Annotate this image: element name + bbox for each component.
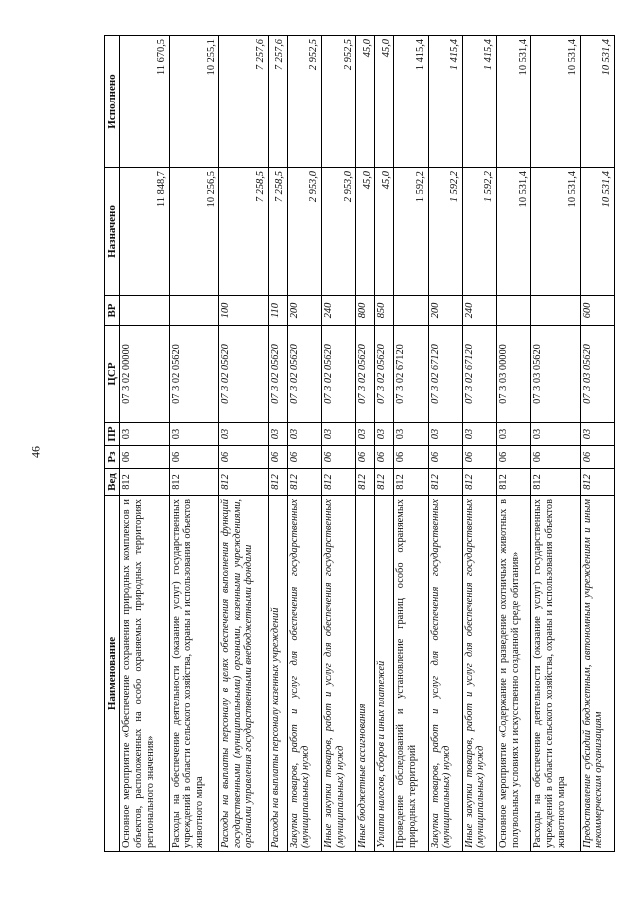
cell-executed: 2 952,5: [321, 36, 355, 168]
cell-csr: 07 3 03 05620: [580, 326, 614, 423]
cell-pr: 03: [497, 423, 531, 446]
cell-pr: 03: [219, 423, 268, 446]
cell-rz: 06: [287, 446, 321, 469]
cell-name: Расходы на выплаты персоналу в целях обеспечения выполнения функций государственными (муниципальными) органами, казенными учреждениями, органами управления государственными внебюджетными фондами: [219, 496, 268, 852]
cell-pr: 03: [356, 423, 375, 446]
cell-rz: 06: [169, 446, 218, 469]
cell-ved: 812: [462, 469, 496, 496]
cell-executed: 45,0: [375, 36, 394, 168]
table-row: [287, 36, 321, 852]
cell-pr: 03: [394, 423, 428, 446]
cell-pr: 03: [287, 423, 321, 446]
cell-pr: 03: [462, 423, 496, 446]
table-row: [375, 36, 394, 852]
cell-assigned: 2 953,0: [321, 168, 355, 296]
cell-assigned: 10 531,4: [497, 168, 531, 296]
cell-csr: 07 3 02 05620: [268, 326, 287, 423]
cell-csr: 07 3 02 67120: [428, 326, 462, 423]
page-number: 46: [28, 446, 43, 458]
table-row: [497, 36, 531, 852]
cell-vr: [120, 296, 169, 326]
table-row: [268, 36, 287, 852]
cell-rz: 06: [462, 446, 496, 469]
header-vr: ВР: [105, 296, 120, 326]
cell-vr: [169, 296, 218, 326]
cell-rz: 06: [321, 446, 355, 469]
cell-pr: 03: [268, 423, 287, 446]
cell-pr: 03: [580, 423, 614, 446]
header-ved: Вед: [105, 469, 120, 496]
cell-vr: 200: [428, 296, 462, 326]
cell-ved: 812: [268, 469, 287, 496]
cell-vr: 200: [287, 296, 321, 326]
cell-rz: 06: [428, 446, 462, 469]
cell-vr: 600: [580, 296, 614, 326]
cell-name: Проведение обследований и установление границ особо охраняемых природных территорий: [394, 496, 428, 852]
cell-name: Основное мероприятие «Содержание и разведение охотничьих животных в полувольных условиях и искусственно созданной среде обитания»: [497, 496, 531, 852]
header-csr: ЦСР: [105, 326, 120, 423]
cell-csr: 07 3 02 05620: [321, 326, 355, 423]
cell-pr: 03: [375, 423, 394, 446]
header-pr: ПР: [105, 423, 120, 446]
cell-assigned: 1 592,2: [394, 168, 428, 296]
cell-pr: 03: [321, 423, 355, 446]
header-executed: Исполнено: [105, 36, 120, 168]
cell-executed: 10 255,1: [169, 36, 218, 168]
cell-rz: 06: [394, 446, 428, 469]
cell-pr: 03: [169, 423, 218, 446]
header-rz: Рз: [105, 446, 120, 469]
cell-executed: 10 531,4: [580, 36, 614, 168]
rotated-page-content: [104, 36, 615, 852]
table-row: [120, 36, 169, 852]
cell-name: Уплата налогов, сборов и иных платежей: [375, 496, 394, 852]
cell-name: Расходы на обеспечение деятельности (оказание услуг) государственных учреждений в области сельского хозяйства, охраны и использования объектов животного мира: [169, 496, 218, 852]
cell-executed: 1 415,4: [428, 36, 462, 168]
cell-executed: 10 531,4: [531, 36, 580, 168]
cell-csr: 07 3 03 00000: [497, 326, 531, 423]
cell-vr: 100: [219, 296, 268, 326]
cell-rz: 06: [531, 446, 580, 469]
table-row: [580, 36, 614, 852]
cell-executed: 2 952,5: [287, 36, 321, 168]
cell-rz: 06: [120, 446, 169, 469]
table-header-row: [105, 36, 120, 852]
cell-executed: 1 415,4: [462, 36, 496, 168]
cell-vr: 800: [356, 296, 375, 326]
cell-csr: 07 3 02 67120: [462, 326, 496, 423]
cell-rz: 06: [356, 446, 375, 469]
cell-assigned: 2 953,0: [287, 168, 321, 296]
cell-vr: 850: [375, 296, 394, 326]
cell-ved: 812: [375, 469, 394, 496]
cell-csr: 07 3 02 05620: [356, 326, 375, 423]
table-row: [394, 36, 428, 852]
cell-vr: [531, 296, 580, 326]
cell-vr: 240: [321, 296, 355, 326]
cell-vr: 110: [268, 296, 287, 326]
table-row: [169, 36, 218, 852]
cell-executed: 45,0: [356, 36, 375, 168]
header-name: Наименование: [105, 496, 120, 852]
table-row: [531, 36, 580, 852]
cell-rz: 06: [375, 446, 394, 469]
cell-assigned: 1 592,2: [462, 168, 496, 296]
cell-name: Закупка товаров, работ и услуг для обеспечения государственных (муниципальных) нужд: [287, 496, 321, 852]
cell-executed: 11 670,5: [120, 36, 169, 168]
cell-rz: 06: [219, 446, 268, 469]
header-assigned: Назначено: [105, 168, 120, 296]
table-body: [120, 36, 615, 852]
cell-csr: 07 3 03 05620: [531, 326, 580, 423]
cell-ved: 812: [287, 469, 321, 496]
cell-assigned: 10 531,4: [580, 168, 614, 296]
cell-rz: 06: [268, 446, 287, 469]
cell-vr: [394, 296, 428, 326]
cell-csr: 07 3 02 05620: [219, 326, 268, 423]
cell-ved: 812: [497, 469, 531, 496]
cell-assigned: 10 256,5: [169, 168, 218, 296]
cell-rz: 06: [580, 446, 614, 469]
cell-name: Закупка товаров, работ и услуг для обеспечения государственных (муниципальных) нужд: [428, 496, 462, 852]
table-row: [219, 36, 268, 852]
cell-ved: 812: [120, 469, 169, 496]
cell-name: Предоставление субсидий бюджетным, автономным учреждениям и иным некоммерческим организациям: [580, 496, 614, 852]
cell-ved: 812: [531, 469, 580, 496]
cell-pr: 03: [120, 423, 169, 446]
cell-executed: 7 257,6: [219, 36, 268, 168]
table-row: [462, 36, 496, 852]
table-row: [428, 36, 462, 852]
cell-name: Иные бюджетные ассигнования: [356, 496, 375, 852]
cell-assigned: 7 258,5: [268, 168, 287, 296]
budget-table: [104, 35, 615, 852]
cell-ved: 812: [356, 469, 375, 496]
cell-ved: 812: [219, 469, 268, 496]
cell-ved: 812: [428, 469, 462, 496]
cell-name: Расходы на выплаты персоналу казенных учреждений: [268, 496, 287, 852]
cell-name: Иные закупки товаров, работ и услуг для обеспечения государственных (муниципальных) нужд: [321, 496, 355, 852]
cell-csr: 07 3 02 05620: [169, 326, 218, 423]
cell-ved: 812: [169, 469, 218, 496]
cell-vr: [497, 296, 531, 326]
cell-executed: 10 531,4: [497, 36, 531, 168]
cell-assigned: 7 258,5: [219, 168, 268, 296]
cell-ved: 812: [394, 469, 428, 496]
cell-name: Расходы на обеспечение деятельности (оказание услуг) государственных учреждений в области сельского хозяйства, охраны и использования объектов животного мира: [531, 496, 580, 852]
cell-csr: 07 3 02 05620: [287, 326, 321, 423]
cell-vr: 240: [462, 296, 496, 326]
cell-name: Иные закупки товаров, работ и услуг для обеспечения государственных (муниципальных) нужд: [462, 496, 496, 852]
cell-pr: 03: [531, 423, 580, 446]
cell-rz: 06: [497, 446, 531, 469]
cell-assigned: 11 848,7: [120, 168, 169, 296]
cell-pr: 03: [428, 423, 462, 446]
cell-csr: 07 3 02 67120: [394, 326, 428, 423]
cell-csr: 07 3 02 05620: [375, 326, 394, 423]
cell-name: Основное мероприятие «Обеспечение сохранения природных комплексов и объектов, расположенных на особо охраняемых природных территориях регионального значения»: [120, 496, 169, 852]
cell-assigned: 10 531,4: [531, 168, 580, 296]
cell-executed: 1 415,4: [394, 36, 428, 168]
cell-assigned: 45,0: [356, 168, 375, 296]
cell-assigned: 45,0: [375, 168, 394, 296]
cell-csr: 07 3 02 00000: [120, 326, 169, 423]
table-row: [356, 36, 375, 852]
table-row: [321, 36, 355, 852]
cell-ved: 812: [321, 469, 355, 496]
cell-executed: 7 257,6: [268, 36, 287, 168]
cell-ved: 812: [580, 469, 614, 496]
cell-assigned: 1 592,2: [428, 168, 462, 296]
